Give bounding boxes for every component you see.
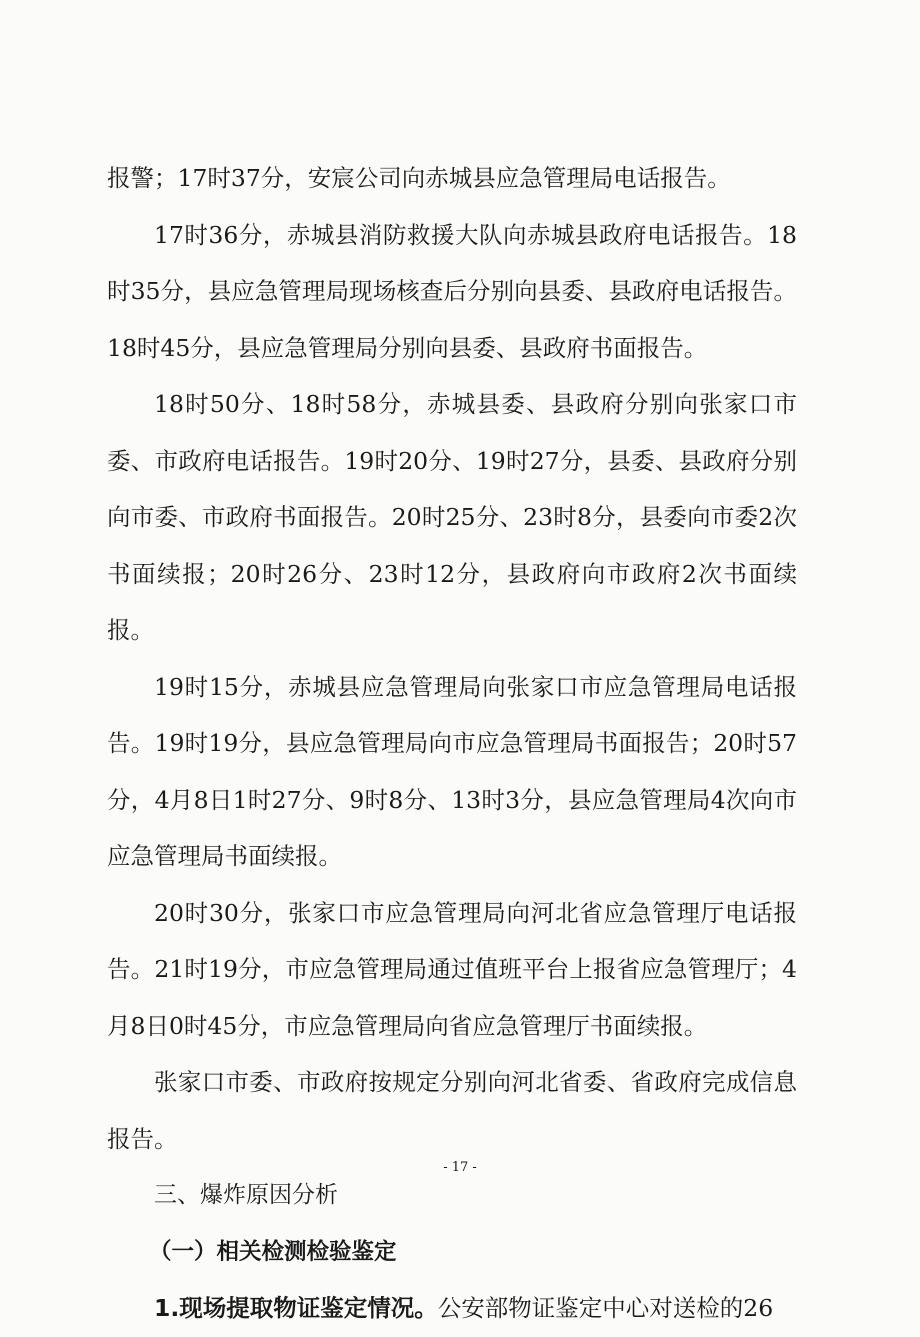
body-text <box>107 150 797 1337</box>
paragraph: 17时36分，赤城县消防救援大队向赤城县政府电话报告。18时35分，县应急管理局现场核查后分别向县委、县政府电话报告。18时45分，县应急管理局分别向县委、县政府书面报告。 <box>107 220 797 362</box>
paragraph-continuation: 报警；17时37分，安宸公司向赤城县应急管理局电话报告。 <box>107 164 731 192</box>
item-lead: 1.现场提取物证鉴定情况。 <box>154 1294 438 1322</box>
paragraph: 18时50分、18时58分，赤城县委、县政府分别向张家口市委、市政府电话报告。19时20分、19时27分，县委、县政府分别向市委、市政府书面报告。20时25分、23时8分，县委向市委2次书面续报；20时26分、23时12分，县政府向市政府2次书面续报。 <box>107 390 797 644</box>
paragraph: 张家口市委、市政府按规定分别向河北省委、省政府完成信息报告。 <box>107 1068 797 1153</box>
paragraph: 19时15分，赤城县应急管理局向张家口市应急管理局电话报告。19时19分，县应急管理局向市应急管理局书面报告；20时57分，4月8日1时27分、9时8分、13时3分，县应急管理局4次向市应急管理局书面续报。 <box>107 672 797 870</box>
page-number: - 17 - <box>443 1160 477 1175</box>
subsection-heading: （一）相关检测检验鉴定 <box>149 1238 397 1265</box>
section-heading: 三、爆炸原因分析 <box>154 1182 338 1208</box>
numbered-item <box>107 1280 797 1337</box>
paragraph: 20时30分，张家口市应急管理局向河北省应急管理厅电话报告。21时19分，市应急管理局通过值班平台上报省应急管理厅；4月8日0时45分，市应急管理局向省应急管理厅书面续报。 <box>107 898 797 1040</box>
item-text: 公安部物证鉴定中心对送检的26 <box>437 1294 774 1322</box>
